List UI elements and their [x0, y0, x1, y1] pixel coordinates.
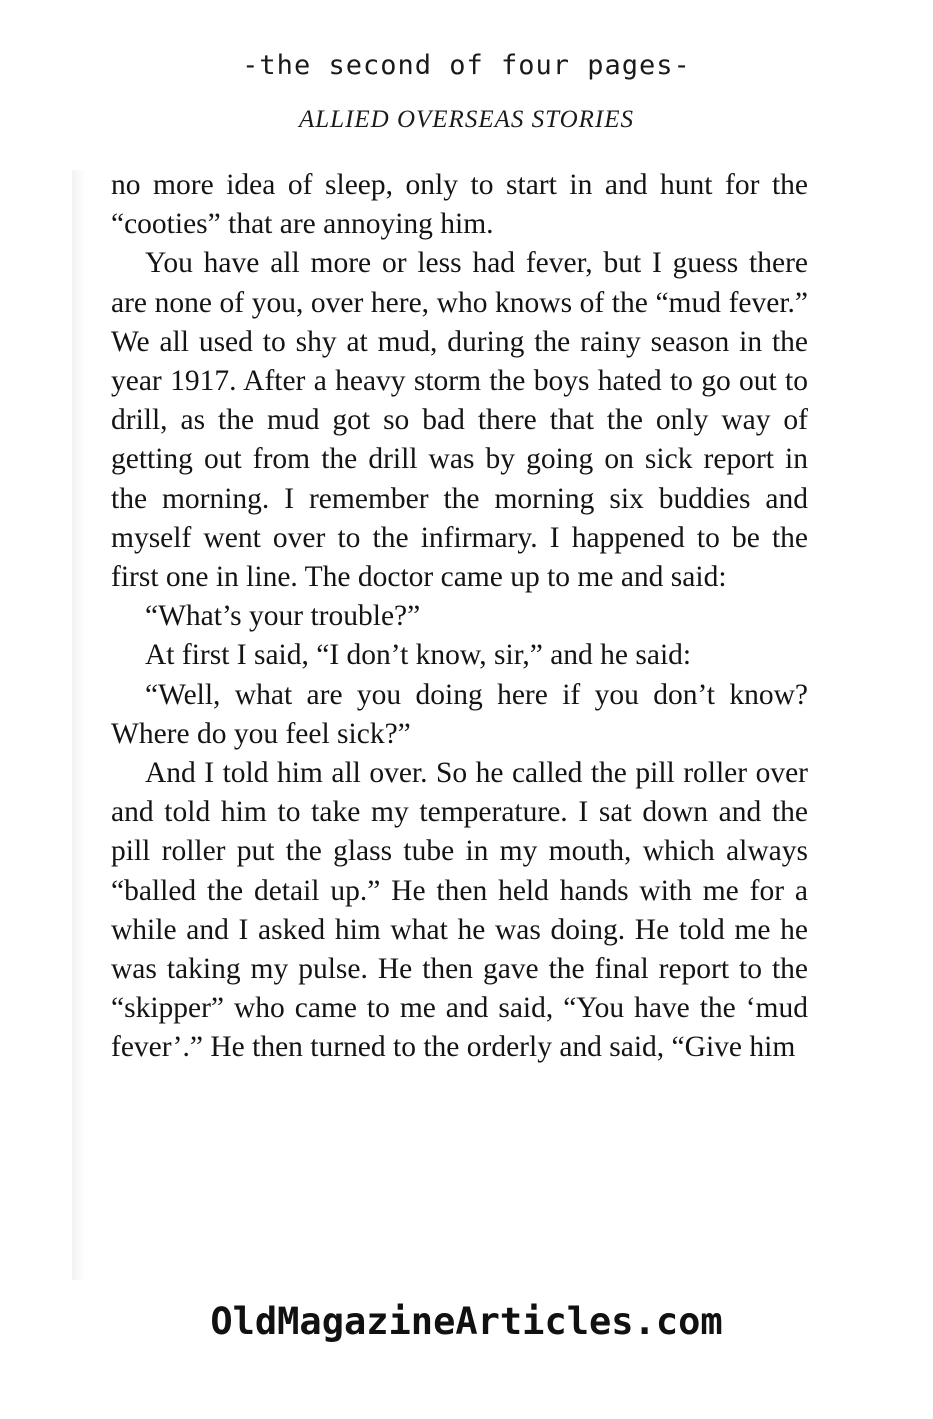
- page-banner: -the second of four pages-: [242, 50, 691, 81]
- running-head: ALLIED OVERSEAS STORIES: [298, 106, 634, 133]
- paragraph: You have all more or less had fever, but I guess there are none of you, over here, who knows of the “mud fever.” We all used to shy at mud, during the rainy season in the year 1917. After a heavy storm the boys hated to go out to drill, as the mud got so bad there that the only way of getting out from the drill was by going on sick report in the morning. I remember the morning six buddies and myself went over to the infirmary. I happened to be the first one in line. The doctor came up to me and said:: [111, 247, 808, 594]
- article-body: [111, 166, 808, 1068]
- page-edge-shadow: [72, 170, 86, 1280]
- paragraph: At first I said, “I don’t know, sir,” and he said:: [145, 639, 692, 672]
- paragraph: “What’s your trouble?”: [145, 600, 421, 633]
- site-watermark: OldMagazineArticles.com: [210, 1300, 723, 1343]
- paragraph-continued: no more idea of sleep, only to start in and hunt for the “cooties” that are annoying him.: [111, 169, 808, 241]
- paragraph: And I told him all over. So he called the pill roller over and told him to take my temperature. I sat down and the pill roller put the glass tube in my mouth, which always “balled the detail up.” He then held hands with me for a while and I asked him what he was doing. He told me he was taking my pulse. He then gave the final report to the “skipper” who came to me and said, “You have the ‘mud fever’.” He then turned to the orderly and said, “Give him: [111, 757, 808, 1064]
- paragraph: “Well, what are you doing here if you don’t know? Where do you feel sick?”: [111, 678, 808, 750]
